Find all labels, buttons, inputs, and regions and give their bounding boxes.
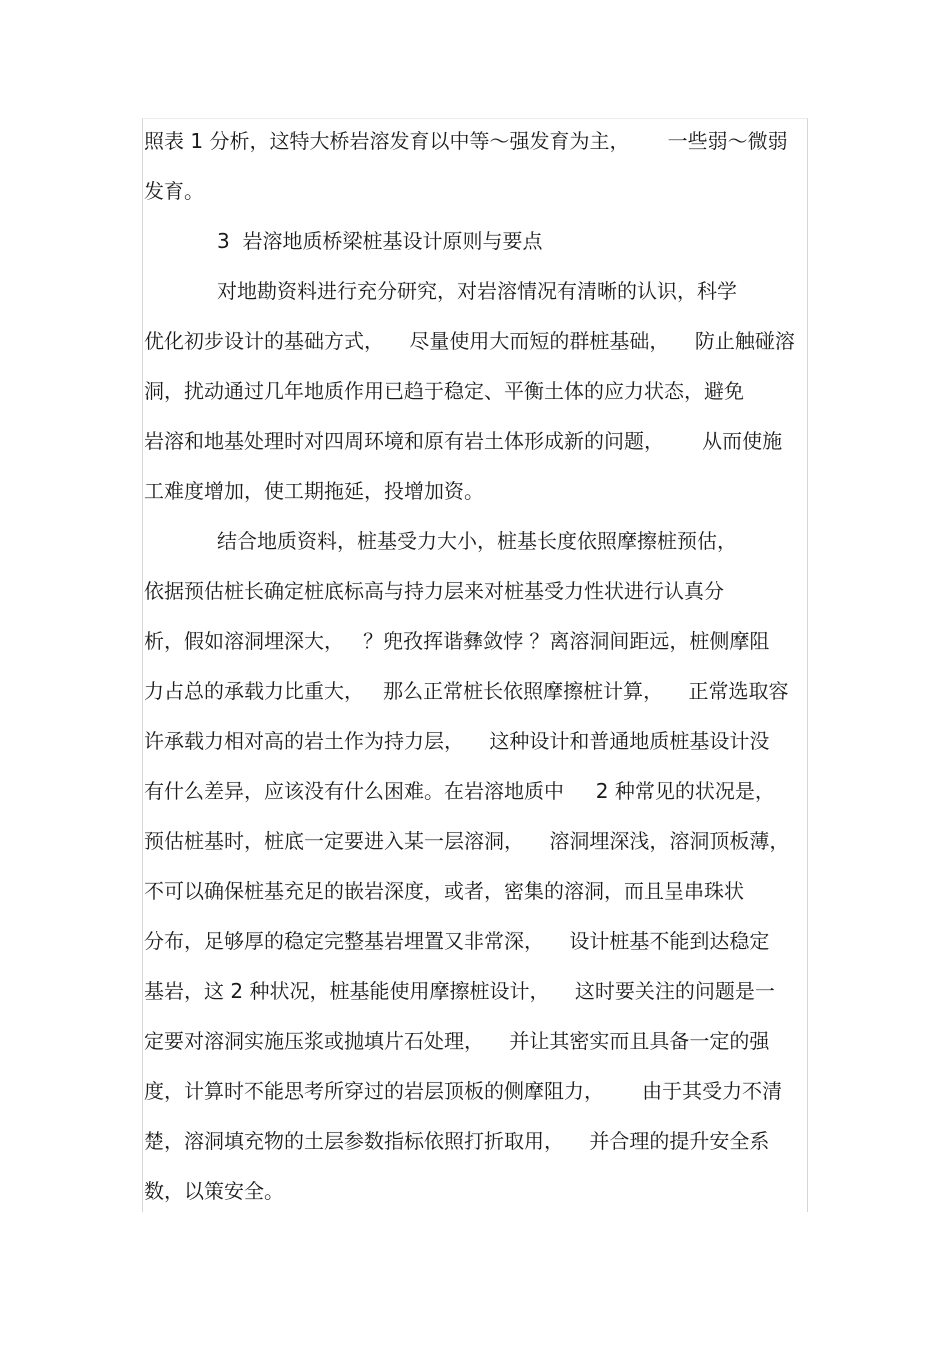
text-line-10: 依据预估桩长确定桩底标高与持力层来对桩基受力性状进行认真分	[144, 579, 724, 603]
text-line-7: 岩溶和地基处理时对四周环境和原有岩土体形成新的问题， 从而使施	[144, 429, 783, 453]
text-line-13: 许承载力相对高的岩土作为持力层， 这种设计和普通地质桩基设计没	[144, 729, 770, 753]
text-line-8: 工难度增加，使工期拖延，投增加资。	[144, 479, 484, 503]
text-line-18: 基岩，这 2 种状况，桩基能使用摩擦桩设计， 这时要关注的问题是一	[144, 979, 775, 1003]
text-line-6: 洞，扰动通过几年地质作用已趋于稳定、平衡土体的应力状态，避免	[144, 379, 744, 403]
text-line-14: 有什么差异，应该没有什么困难。在岩溶地质中 2 种常见的状况是，	[144, 779, 775, 803]
text-line-5: 优化初步设计的基础方式， 尽量使用大而短的群桩基础， 防止触碰溶	[144, 329, 795, 353]
text-line-21: 楚，溶洞填充物的土层参数指标依照打折取用， 并合理的提升安全系	[144, 1129, 770, 1153]
text-line-9: 结合地质资料，桩基受力大小，桩基长度依照摩擦桩预估，	[217, 529, 737, 553]
text-line-20: 度，计算时不能思考所穿过的岩层顶板的侧摩阻力， 由于其受力不清	[144, 1079, 783, 1103]
text-line-17: 分布，足够厚的稳定完整基岩埋置又非常深， 设计桩基不能到达稳定	[144, 929, 770, 953]
text-line-2: 发育。	[144, 179, 204, 203]
text-line-16: 不可以确保桩基充足的嵌岩深度，或者，密集的溶洞，而且呈串珠状	[144, 879, 744, 903]
text-line-4: 对地勘资料进行充分研究，对岩溶情况有清晰的认识，科学	[217, 279, 737, 303]
text-line-22: 数，以策安全。	[144, 1179, 284, 1203]
section-heading: 3 岩溶地质桥梁桩基设计原则与要点	[217, 229, 543, 253]
text-line-11: 析，假如溶洞埋深大， ？兜孜挥谐彝敛悖 ？离溶洞间距远，桩侧摩阻	[144, 629, 770, 653]
text-line-12: 力占总的承载力比重大， 那么正常桩长依照摩擦桩计算， 正常选取容	[144, 679, 789, 703]
text-line-15: 预估桩基时，桩底一定要进入某一层溶洞， 溶洞埋深浅，溶洞顶板薄，	[144, 829, 790, 853]
text-line-1: 照表 1 分析，这特大桥岩溶发育以中等～强发育为主， 一些弱～微弱	[144, 129, 788, 153]
text-line-19: 定要对溶洞实施压浆或抛填片石处理， 并让其密实而且具备一定的强	[144, 1029, 770, 1053]
